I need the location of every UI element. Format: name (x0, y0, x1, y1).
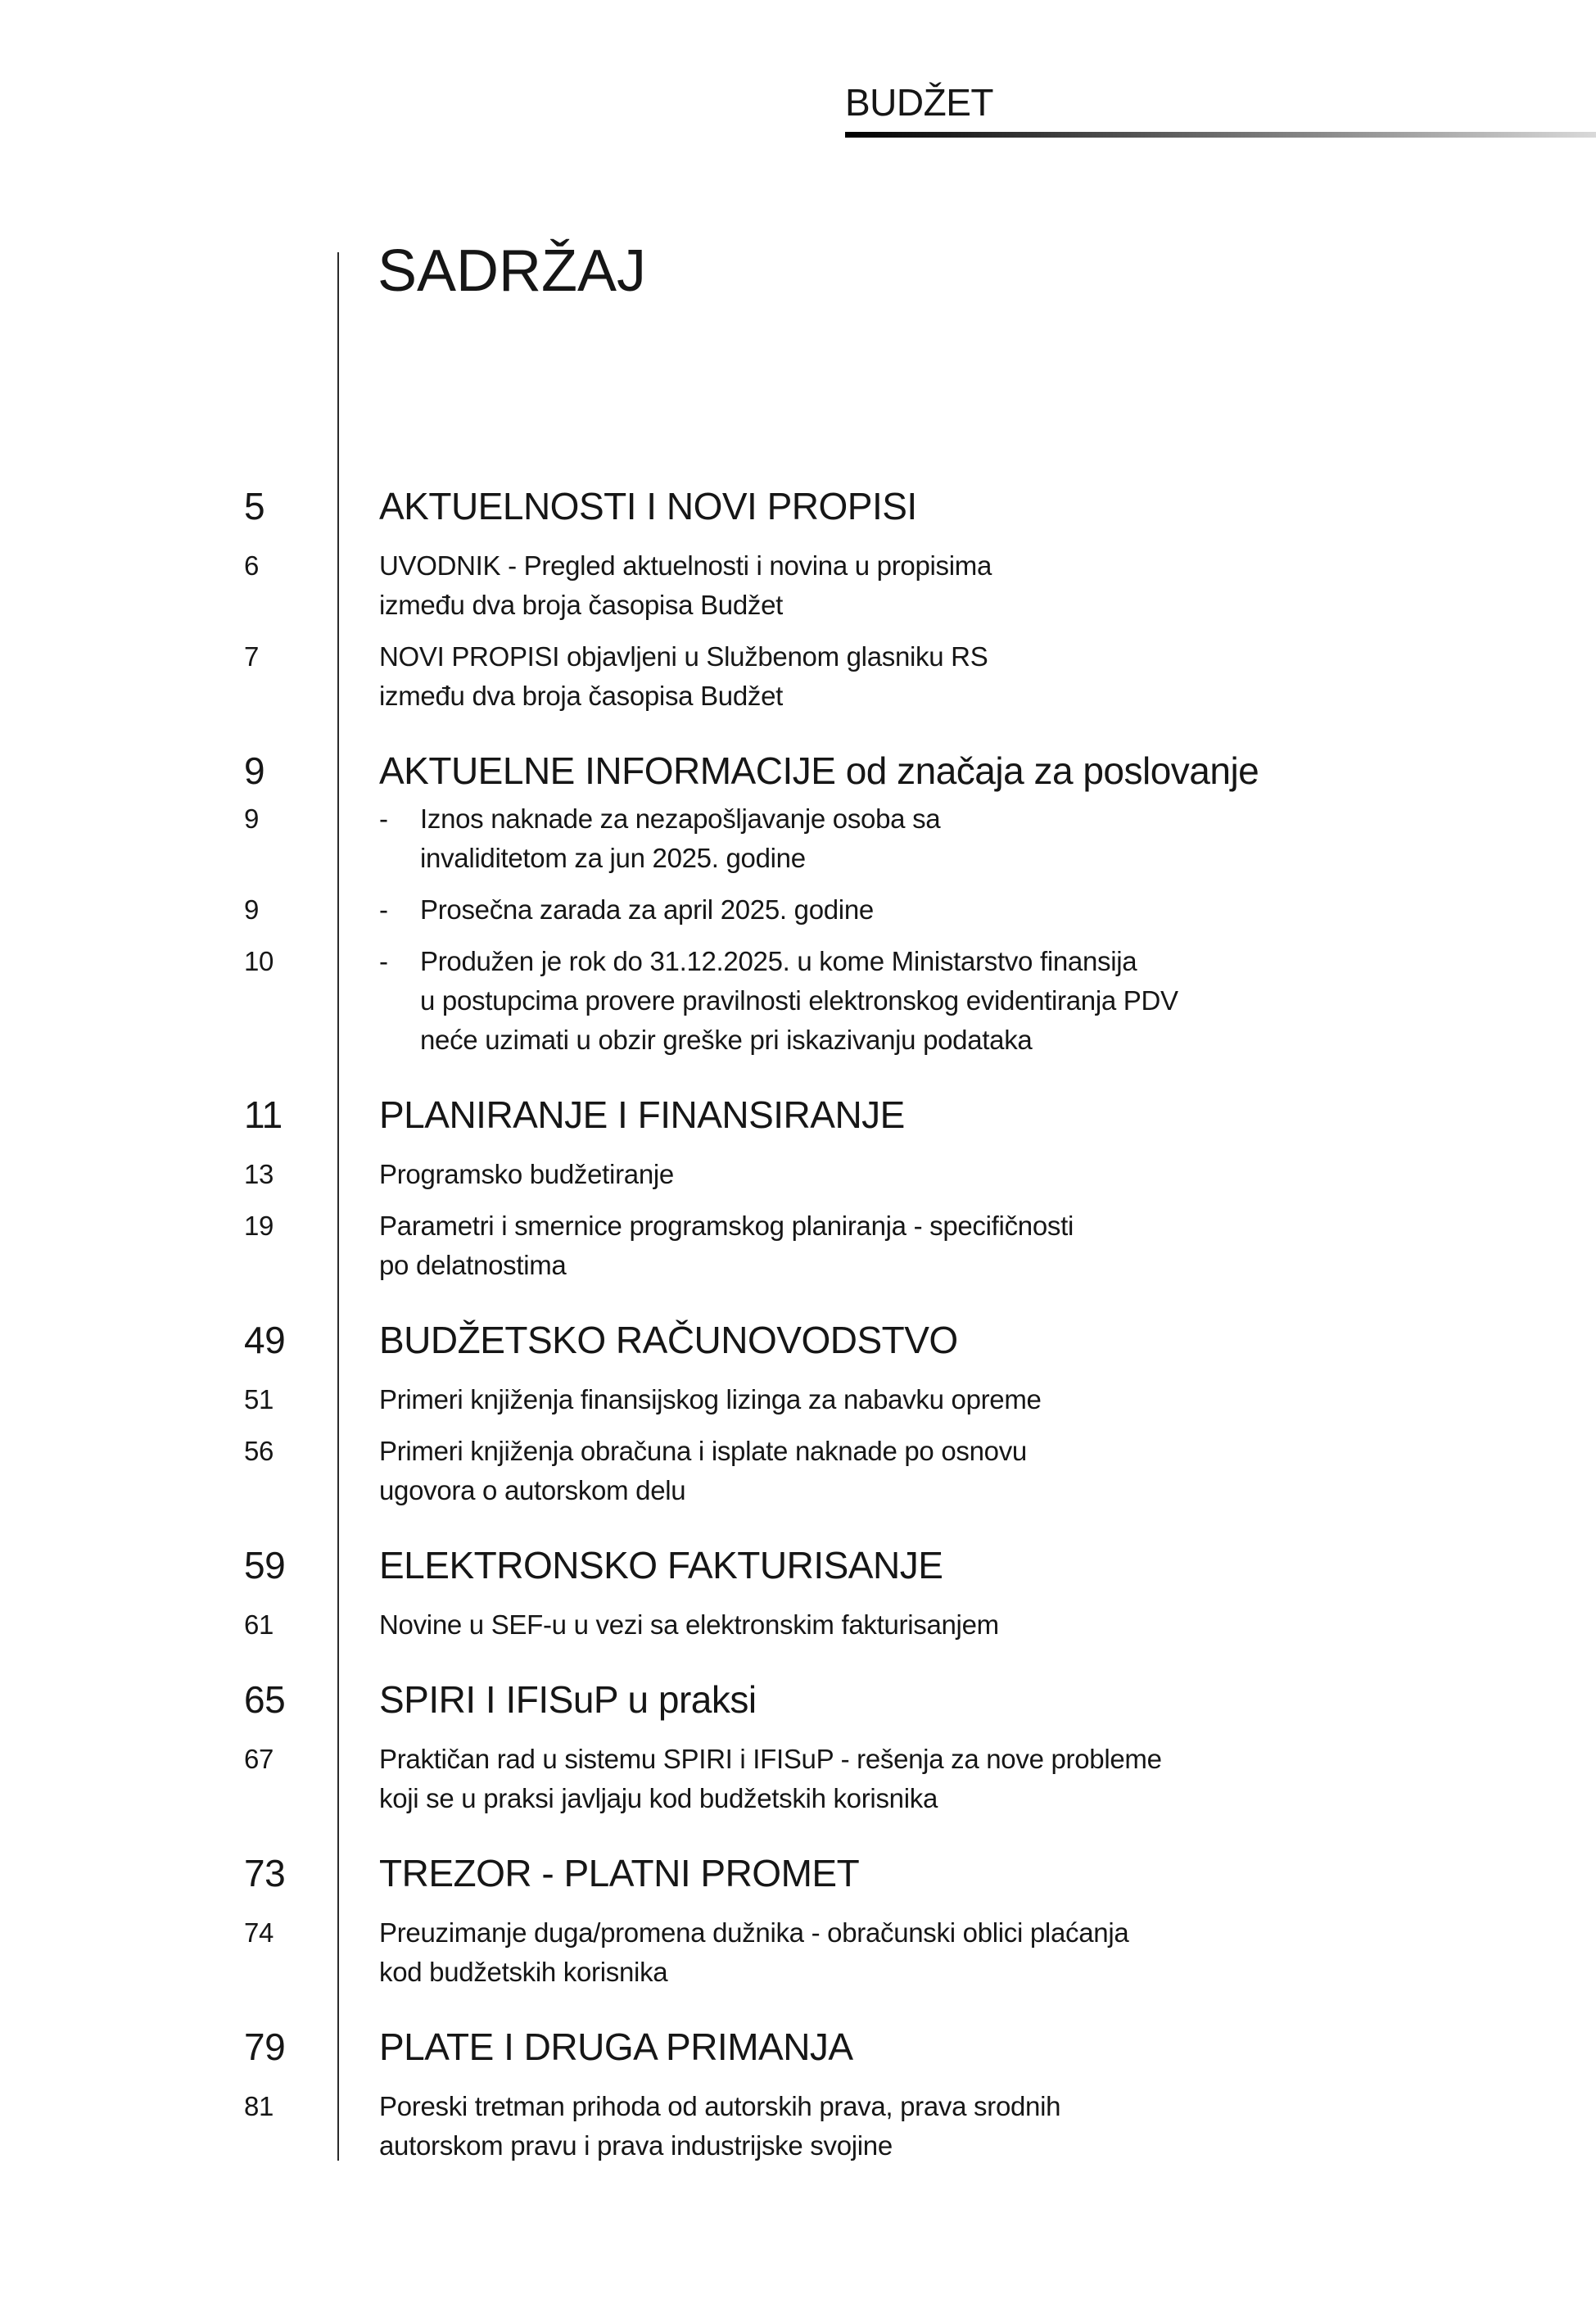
toc-page-number: 51 (244, 1384, 274, 1414)
toc-page-number: 9 (244, 749, 265, 792)
toc-text-line: Iznos naknade za nezapošljavanje osoba sa (420, 803, 941, 834)
toc-section-title (0, 2024, 1596, 2070)
toc-text-line: PLANIRANJE I FINANSIRANJE (379, 1093, 905, 1136)
toc-page-number: 11 (244, 1093, 283, 1136)
toc-list (0, 483, 1596, 2178)
toc-text-line: AKTUELNOSTI I NOVI PROPISI (379, 485, 917, 527)
toc-page-number: 67 (244, 1744, 274, 1774)
toc-page-number: 81 (244, 2091, 274, 2121)
toc-text-line: koji se u praksi javljaju kod budžetskih korisnika (379, 1783, 938, 1813)
toc-page-number: 19 (244, 1211, 274, 1241)
page-title: SADRŽAJ (378, 238, 647, 304)
toc-entry-row (0, 890, 1596, 930)
toc-page-number: 13 (244, 1159, 274, 1189)
toc-page-number: 65 (244, 1678, 286, 1721)
toc-section-title (0, 748, 1596, 794)
toc-entry-title (0, 1432, 1596, 1510)
toc-section-row (0, 1850, 1596, 1896)
subitem-dash-marker: - (379, 803, 388, 834)
toc-text-line: Poreski tretman prihoda od autorskih prava, prava srodnih (379, 2091, 1061, 2121)
toc-page-number: 5 (244, 485, 265, 527)
toc-entry-title (0, 890, 1596, 930)
toc-entry-row (0, 1206, 1596, 1285)
toc-section-title (0, 1677, 1596, 1722)
toc-text-line: između dva broja časopisa Budžet (379, 681, 784, 711)
toc-text-line: UVODNIK - Pregled aktuelnosti i novina u propisima (379, 550, 992, 581)
toc-page-number: 9 (244, 894, 260, 925)
toc-entry-title (0, 1913, 1596, 1992)
toc-entry-title (0, 1206, 1596, 1285)
toc-entry-title (0, 1605, 1596, 1645)
toc-page-number: 10 (244, 946, 274, 976)
toc-entry-title (0, 546, 1596, 625)
toc-entry-title (0, 637, 1596, 716)
toc-section-row (0, 748, 1596, 794)
toc-entry-title (0, 1740, 1596, 1818)
toc-text-line: Praktičan rad u sistemu SPIRI i IFISuP - rešenja za nove probleme (379, 1744, 1162, 1774)
toc-text-line: neće uzimati u obzir greške pri iskazivanju podataka (420, 1025, 1033, 1055)
toc-entry-title (0, 942, 1596, 1060)
toc-text-line: autorskom pravu i prava industrijske svojine (379, 2130, 893, 2161)
toc-text-line: ELEKTRONSKO FAKTURISANJE (379, 1544, 943, 1586)
toc-entry-row (0, 1913, 1596, 1992)
toc-section-title (0, 1850, 1596, 1896)
toc-section-row (0, 2024, 1596, 2070)
toc-section-title (0, 1092, 1596, 1138)
toc-entry-row (0, 799, 1596, 878)
toc-text-line: invaliditetom za jun 2025. godine (420, 843, 806, 873)
toc-section-title (0, 483, 1596, 529)
toc-page-number: 59 (244, 1544, 286, 1586)
toc-section-title (0, 1317, 1596, 1363)
toc-page-number: 61 (244, 1609, 274, 1640)
toc-text-line: Programsko budžetiranje (379, 1159, 674, 1189)
toc-text-line: AKTUELNE INFORMACIJE od značaja za poslovanje (379, 749, 1259, 792)
toc-entry-row (0, 1155, 1596, 1194)
toc-page-number: 6 (244, 550, 260, 581)
toc-section-row (0, 1092, 1596, 1138)
toc-page-number: 49 (244, 1319, 286, 1361)
toc-entry-title (0, 1155, 1596, 1194)
toc-text-line: SPIRI I IFISuP u praksi (379, 1678, 757, 1721)
toc-entry-row (0, 546, 1596, 625)
toc-page-number: 73 (244, 1852, 286, 1894)
toc-section-row (0, 1677, 1596, 1722)
toc-section-title (0, 1542, 1596, 1588)
toc-page-number: 74 (244, 1917, 274, 1948)
toc-text-line: Prosečna zarada za april 2025. godine (420, 894, 874, 925)
toc-entry-row (0, 637, 1596, 716)
toc-page-number: 56 (244, 1436, 274, 1466)
toc-page-number: 7 (244, 641, 260, 672)
toc-page-number: 9 (244, 803, 260, 834)
toc-text-line: BUDŽETSKO RAČUNOVODSTVO (379, 1319, 958, 1361)
magazine-title: BUDŽET (845, 81, 993, 124)
toc-entry-row (0, 1605, 1596, 1645)
toc-entry-row (0, 942, 1596, 1060)
toc-page-number: 79 (244, 2026, 286, 2068)
toc-entry-row (0, 1380, 1596, 1419)
toc-text-line: TREZOR - PLATNI PROMET (379, 1852, 860, 1894)
toc-entry-title (0, 2087, 1596, 2166)
toc-text-line: PLATE I DRUGA PRIMANJA (379, 2026, 853, 2068)
header-gradient-rule (845, 132, 1596, 138)
toc-section-row (0, 483, 1596, 529)
toc-text-line: Primeri knjiženja obračuna i isplate naknade po osnovu (379, 1436, 1027, 1466)
toc-entry-title (0, 1380, 1596, 1419)
toc-text-line: NOVI PROPISI objavljeni u Službenom glasniku RS (379, 641, 988, 672)
toc-text-line: kod budžetskih korisnika (379, 1957, 668, 1987)
toc-text-line: po delatnostima (379, 1250, 567, 1280)
toc-text-line: u postupcima provere pravilnosti elektronskog evidentiranja PDV (420, 985, 1178, 1016)
toc-text-line: Primeri knjiženja finansijskog lizinga za nabavku opreme (379, 1384, 1042, 1414)
toc-text-line: Produžen je rok do 31.12.2025. u kome Ministarstvo finansija (420, 946, 1137, 976)
toc-section-row (0, 1317, 1596, 1363)
subitem-dash-marker: - (379, 946, 388, 976)
toc-text-line: Novine u SEF-u u vezi sa elektronskim fakturisanjem (379, 1609, 999, 1640)
subitem-dash-marker: - (379, 894, 388, 925)
toc-entry-row (0, 2087, 1596, 2166)
toc-section-row (0, 1542, 1596, 1588)
toc-entry-row (0, 1432, 1596, 1510)
toc-text-line: Preuzimanje duga/promena dužnika - obračunski oblici plaćanja (379, 1917, 1129, 1948)
toc-entry-title (0, 799, 1596, 878)
toc-entry-row (0, 1740, 1596, 1818)
toc-text-line: Parametri i smernice programskog planiranja - specifičnosti (379, 1211, 1074, 1241)
toc-text-line: između dva broja časopisa Budžet (379, 590, 784, 620)
toc-text-line: ugovora o autorskom delu (379, 1475, 686, 1505)
